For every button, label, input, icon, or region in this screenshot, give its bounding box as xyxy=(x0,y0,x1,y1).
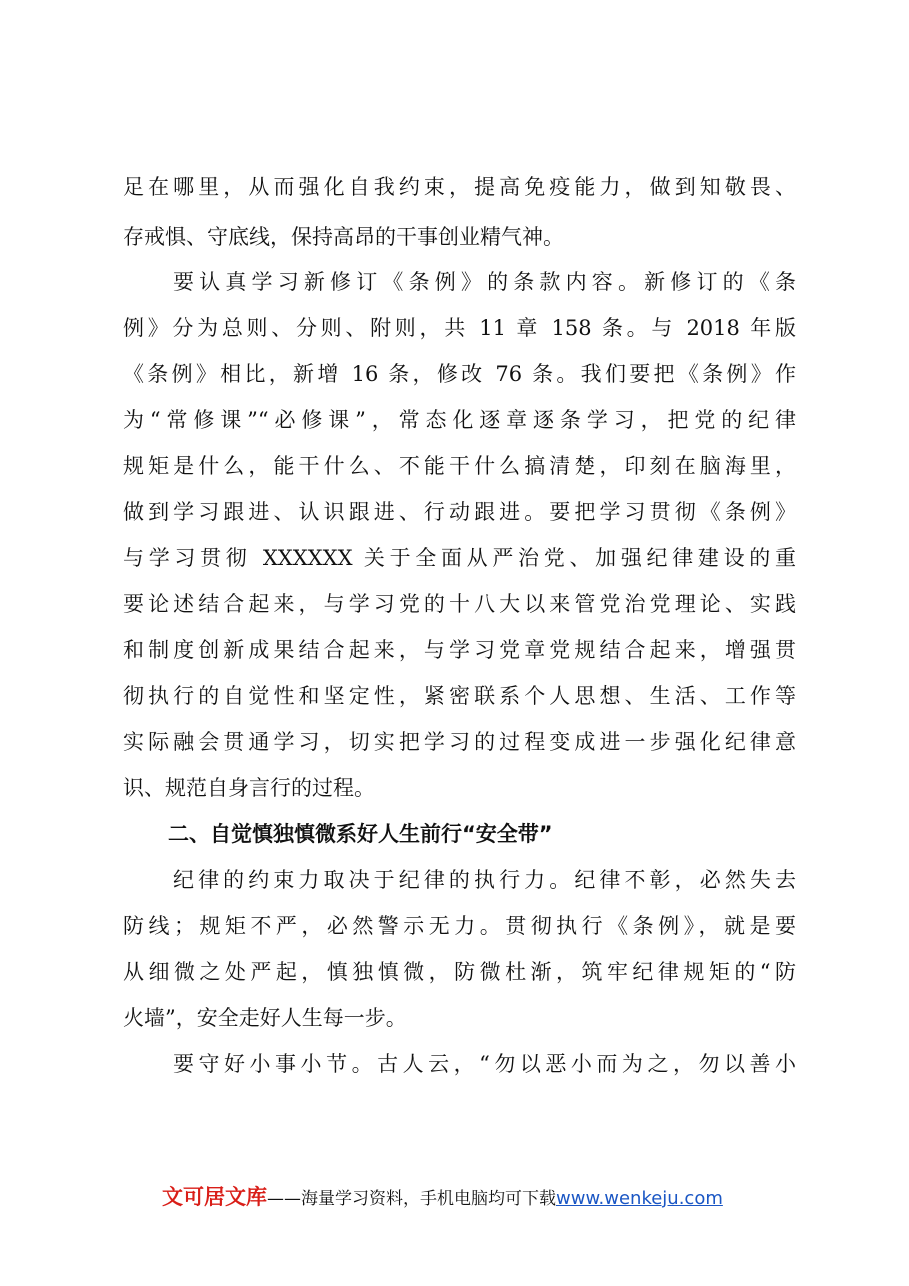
body-line: 规矩是什么，能干什么、不能干什么搞清楚，印刻在脑海里， xyxy=(123,454,796,478)
section-heading: 二、自觉慎独慎微系好人生前行“安全带” xyxy=(168,822,553,846)
body-line: 做到学习跟进、认识跟进、行动跟进。要把学习贯彻《条例》 xyxy=(123,500,796,524)
body-line: 要论述结合起来，与学习党的十八大以来管党治党理论、实践 xyxy=(123,592,796,616)
body-line: 火墙”，安全走好人生每一步。 xyxy=(123,1006,407,1030)
body-line: 实际融会贯通学习，切实把学习的过程变成进一步强化纪律意 xyxy=(123,730,796,754)
body-line: 为“常修课”“必修课”，常态化逐章逐条学习，把党的纪律 xyxy=(123,408,796,432)
body-line: 例》分为总则、分则、附则，共 11 章 158 条。与 2018 年版 xyxy=(123,316,796,340)
footer-banner xyxy=(162,1183,782,1211)
body-line: 纪律的约束力取决于纪律的执行力。纪律不彰，必然失去 xyxy=(173,868,796,892)
body-line: 足在哪里，从而强化自我约束，提高免疫能力，做到知敬畏、 xyxy=(123,175,796,199)
body-line: 与学习贯彻 XXXXXX 关于全面从严治党、加强纪律建设的重 xyxy=(123,546,796,570)
footer-link[interactable]: www.wenkeju.com xyxy=(556,1188,723,1209)
body-line: 识、规范自身言行的过程。 xyxy=(123,776,375,800)
footer-brand: 文可居文库 xyxy=(162,1185,267,1209)
body-line: 要认真学习新修订《条例》的条款内容。新修订的《条 xyxy=(173,270,796,294)
body-line: 彻执行的自觉性和坚定性，紧密联系个人思想、生活、工作等 xyxy=(123,684,796,708)
footer-tagline: ——海量学习资料，手机电脑均可下载 xyxy=(267,1189,556,1209)
body-line: 存戒惧、守底线，保持高昂的干事创业精气神。 xyxy=(123,225,564,249)
body-line: 从细微之处严起，慎独慎微，防微杜渐，筑牢纪律规矩的“防 xyxy=(123,960,796,984)
body-line: 《条例》相比，新增 16 条，修改 76 条。我们要把《条例》作 xyxy=(123,362,796,386)
body-line: 要守好小事小节。古人云，“勿以恶小而为之，勿以善小 xyxy=(173,1052,796,1076)
body-line: 和制度创新成果结合起来，与学习党章党规结合起来，增强贯 xyxy=(123,638,796,662)
body-line: 防线；规矩不严，必然警示无力。贯彻执行《条例》，就是要 xyxy=(123,914,796,938)
